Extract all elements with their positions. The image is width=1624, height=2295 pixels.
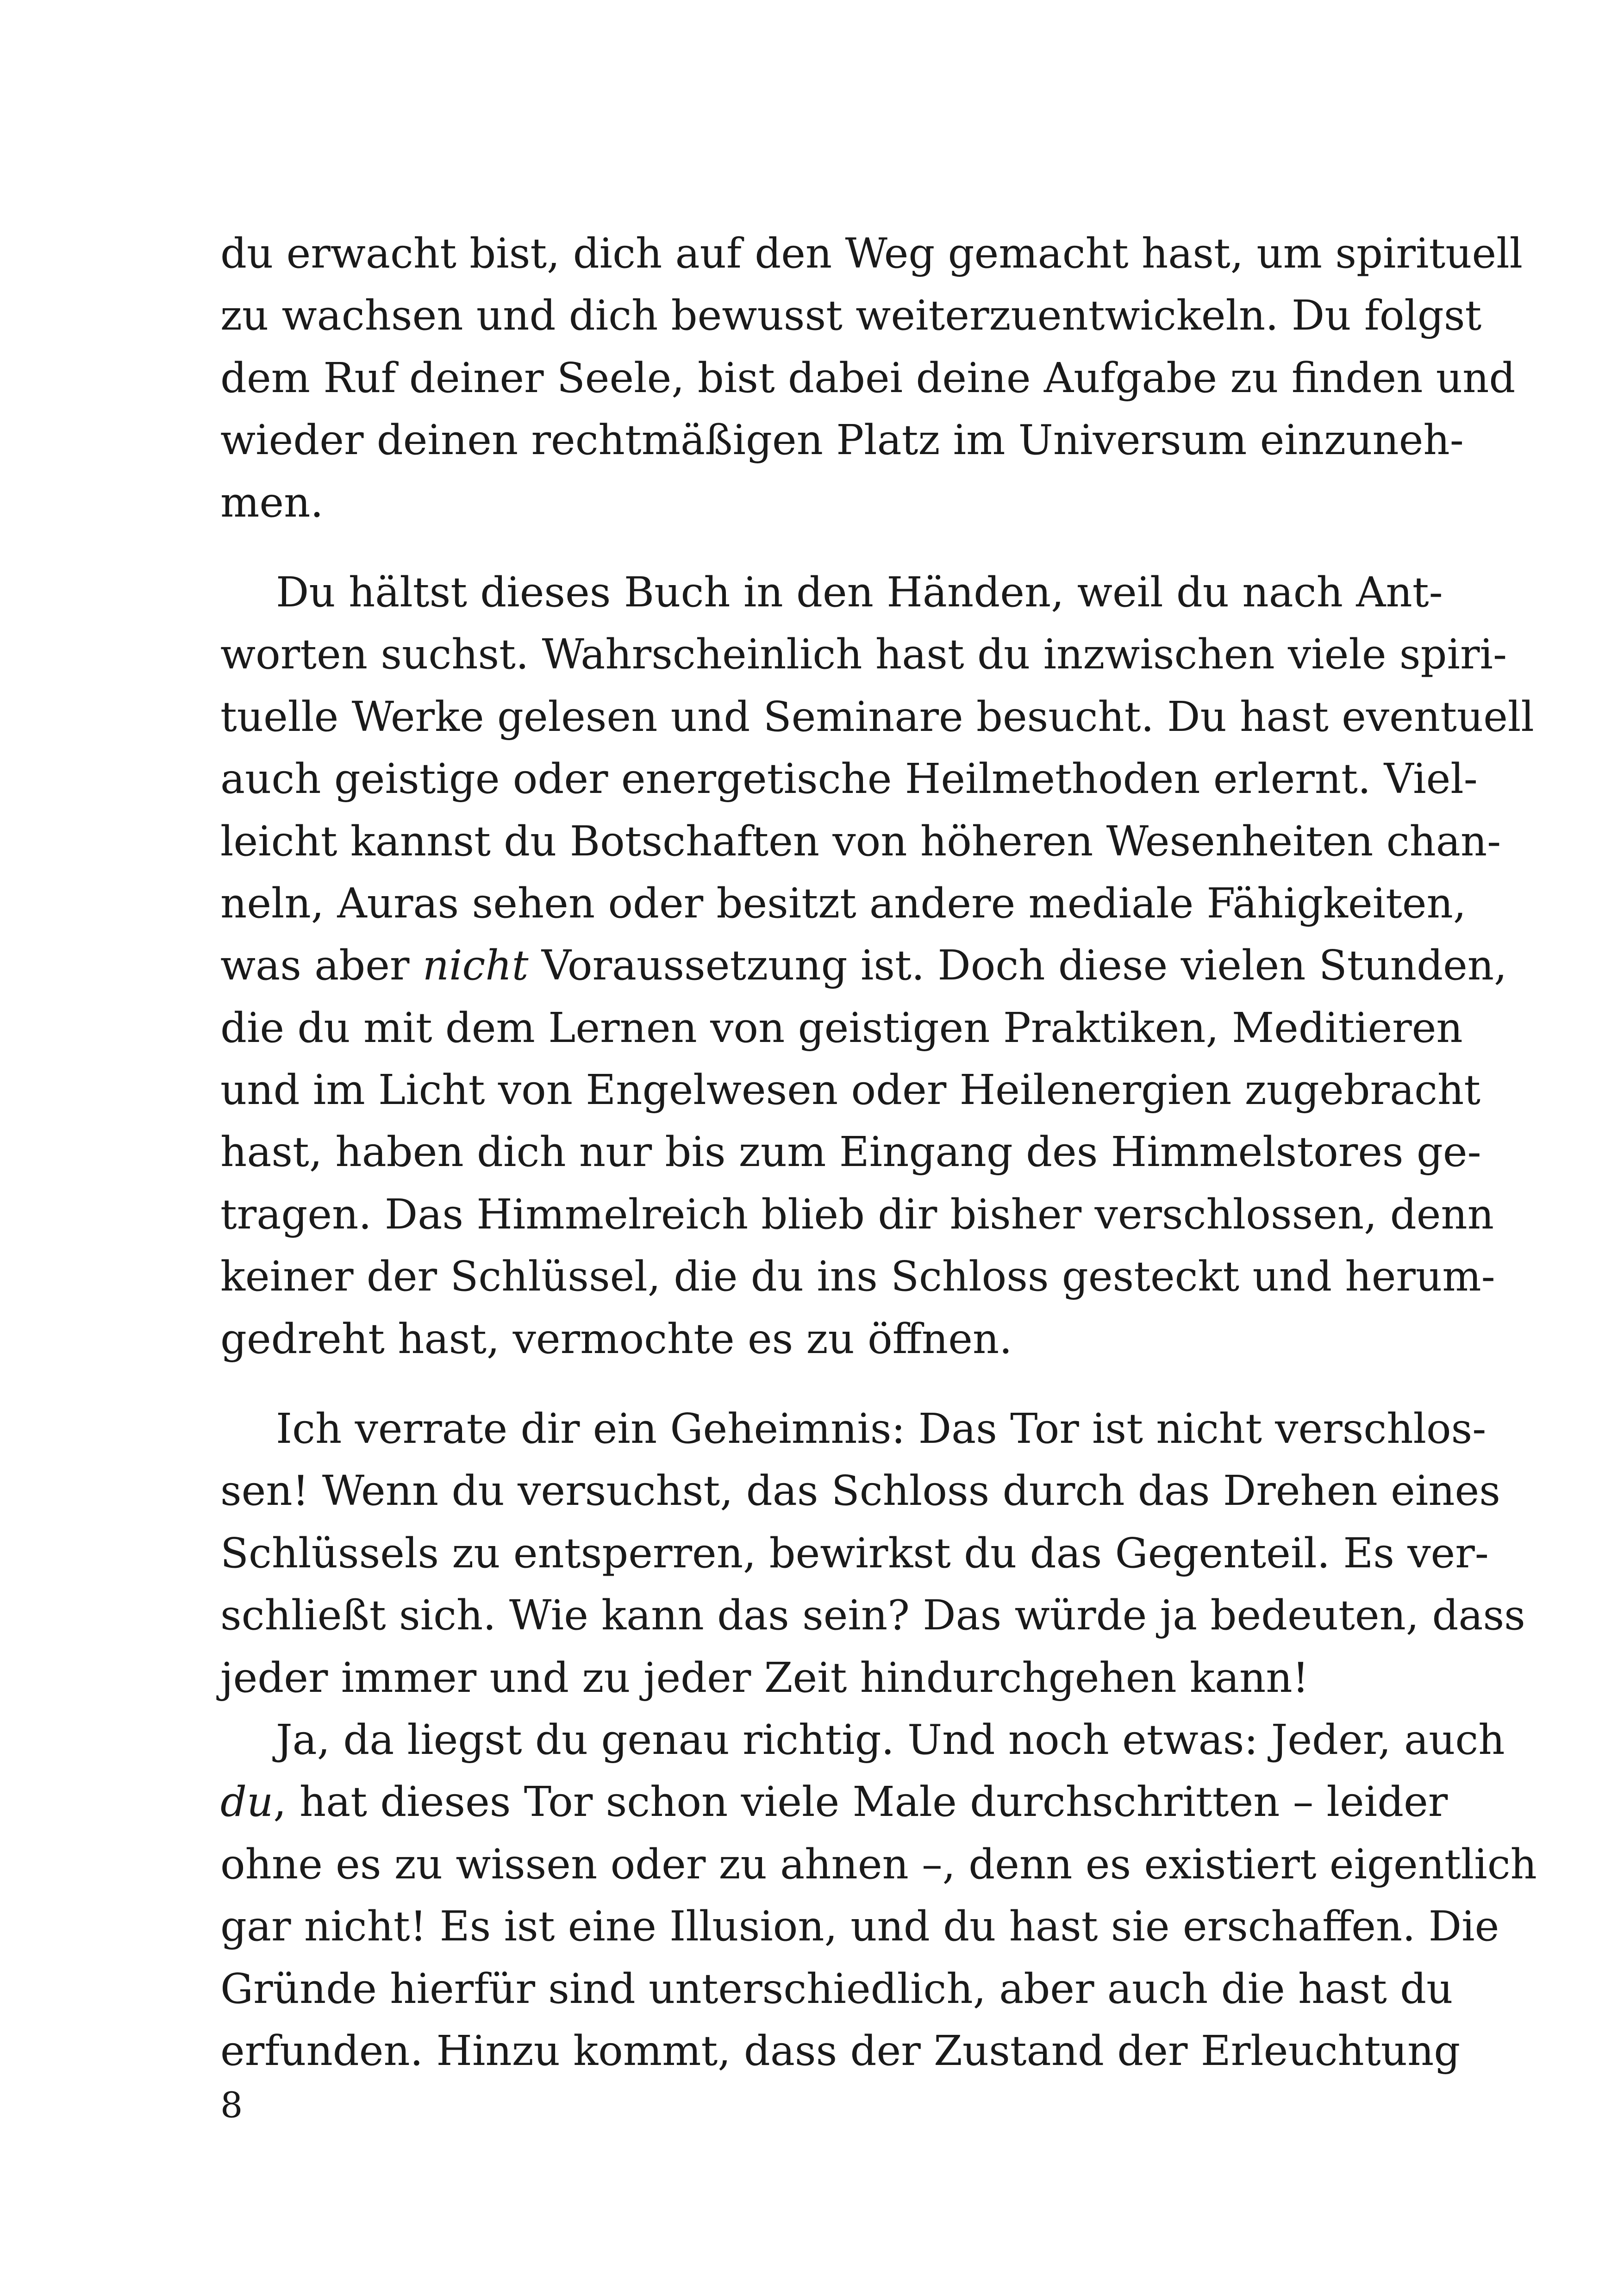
paragraph-1 [220,222,1523,533]
text-line: auch geistige oder energetische Heilmethoden erlernt. Viel- [220,755,1478,803]
body-text [220,222,1537,2082]
text-line: gar nicht! Es ist eine Illusion, und du hast sie erschaffen. Die [220,1902,1499,1951]
text-line: wieder deinen rechtmäßigen Platz im Universum einzuneh- [220,416,1464,464]
text-line: erfunden. Hinzu kommt, dass der Zustand der Erleuchtung [220,2026,1461,2075]
text-line: Gründe hierfür sind unterschiedlich, aber auch die hast du [220,1964,1453,2013]
text-line: Ja, da liegst du genau richtig. Und noch etwas: Jeder, auch [276,1715,1505,1764]
text-line: keiner der Schlüssel, die du ins Schloss gesteckt und herum- [220,1252,1495,1301]
text-line: schließt sich. Wie kann das sein? Das würde ja bedeuten, dass [220,1591,1525,1640]
text-line: neln, Auras sehen oder besitzt andere mediale Fähigkeiten, [220,879,1467,927]
text-line: leicht kannst du Botschaften von höheren Wesenheiten chan- [220,817,1501,865]
text-line: Du hältst dieses Buch in den Händen, weil du nach Ant- [276,568,1443,616]
text-line: tragen. Das Himmelreich blieb dir bisher verschlossen, denn [220,1190,1494,1238]
text-line: gedreht hast, vermochte es zu öffnen. [220,1314,1012,1363]
paragraph-gap [220,1370,1405,1397]
text-line: men. [220,478,324,526]
paragraph-3 [220,1397,1525,1709]
emphasis: nicht [422,941,529,990]
text-line: du erwacht bist, dich auf den Weg gemacht hast, um spirituell [220,229,1523,277]
text-line [220,934,1507,996]
text-line: sen! Wenn du versuchst, das Schloss durch das Drehen eines [220,1466,1500,1515]
text-line: zu wachsen und dich bewusst weiterzuentwickeln. Du folgst [220,291,1482,340]
text-line: die du mit dem Lernen von geistigen Praktiken, Meditieren [220,1003,1463,1052]
text-span: was aber [220,941,423,990]
text-line: und im Licht von Engelwesen oder Heilenergien zugebracht [220,1066,1481,1114]
paragraph-gap [220,533,1405,561]
page-number: 8 [220,2084,243,2126]
text-span: , hat dieses Tor schon viele Male durchschritten – leider [273,1777,1448,1826]
paragraph-2 [220,561,1534,1370]
text-line: tuelle Werke gelesen und Seminare besucht. Du hast eventuell [220,692,1534,741]
paragraph-4 [220,1709,1537,2082]
text-line: jeder immer und zu jeder Zeit hindurchgehen kann! [220,1653,1309,1702]
text-line: worten suchst. Wahrscheinlich hast du inzwischen viele spiri- [220,630,1507,679]
text-line: hast, haben dich nur bis zum Eingang des Himmelstores ge- [220,1128,1481,1176]
text-line: ohne es zu wissen oder zu ahnen –, denn es existiert eigentlich [220,1840,1537,1888]
text-line: Schlüssels zu entsperren, bewirkst du das Gegenteil. Es ver- [220,1528,1489,1577]
emphasis: du [220,1777,274,1826]
text-line [220,1771,1448,1833]
text-line: Ich verrate dir ein Geheimnis: Das Tor ist nicht verschlos- [276,1404,1487,1453]
text-span: Voraussetzung ist. Doch diese vielen Stunden, [528,941,1507,990]
text-line: dem Ruf deiner Seele, bist dabei deine Aufgabe zu finden und [220,353,1516,402]
